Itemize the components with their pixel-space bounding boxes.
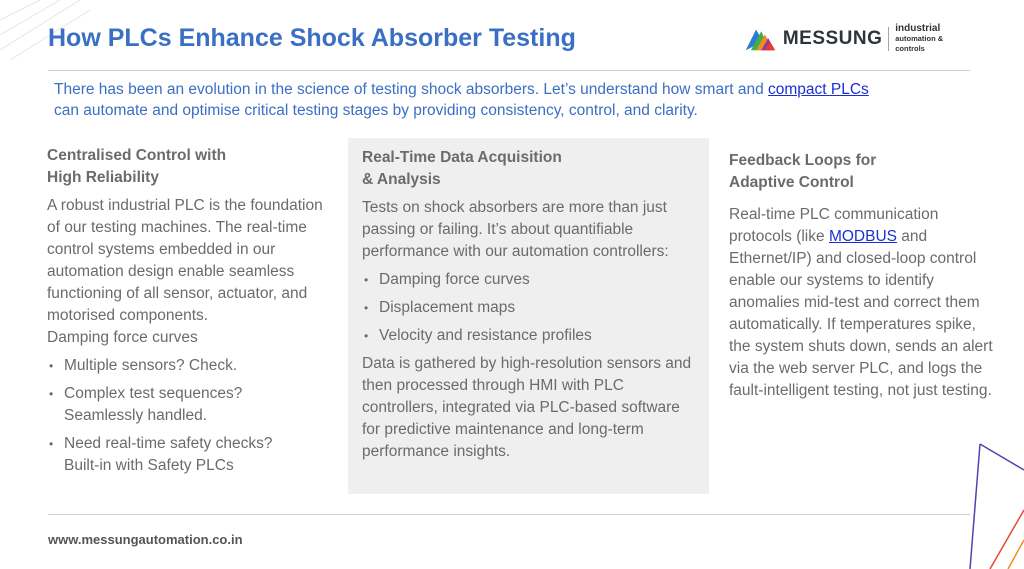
feedback-body-text: Real-time PLC communication protocols (like: [729, 206, 939, 245]
intro-text: There has been an evolution in the science of testing shock absorbers. Let’s understand how smart and: [54, 81, 769, 98]
realtime-closing: Data is gathered by high-resolution sensors and then processed through HMI with PLC controllers, integrated via PLC-based software for predictive maintenance and long-term performance insights.: [362, 355, 692, 460]
bullet-text-continued: Built-in with Safety PLCs: [64, 457, 234, 474]
logo-tagline-line1: industrial: [895, 23, 941, 34]
centralised-body: A robust industrial PLC is the foundation of our testing machines. The real-time control systems embedded in our automation design enable seamless functioning of all sensor, actuator, and motorised components.: [47, 197, 323, 324]
logo-wordmark: MESSUNG: [782, 28, 883, 49]
intro-text-continued: can automate and optimise critical testing stages by providing consistency, control, and clarity.: [54, 102, 698, 119]
centralised-heading-line2: High Reliability: [47, 169, 159, 186]
feedback-heading-line1: Feedback Loops for: [729, 152, 877, 169]
realtime-bullet-list: [362, 269, 702, 347]
messung-logo[interactable]: [744, 22, 964, 56]
realtime-heading-line2: & Analysis: [362, 171, 441, 188]
centralised-subline: Damping force curves: [47, 329, 198, 346]
realtime-heading: [362, 147, 702, 191]
bullet-text-continued: Seamlessly handled.: [64, 407, 208, 424]
feedback-body: [729, 204, 999, 402]
bullet-text: Need real-time safety checks?: [64, 435, 273, 452]
logo-mark-icon: [744, 24, 777, 54]
compact-plcs-link[interactable]: compact PLCs: [768, 81, 869, 98]
feedback-body-text-continued: and Ethernet/IP) and closed-loop control enable our systems to identify anomalies mid-test and correct them automatically. If temperatures spike, the system shuts down, sends an alert via the web server PLC, and logs the fault-intelligent testing, not just testing.: [729, 228, 993, 399]
logo-divider: [888, 27, 889, 51]
footer-divider: [48, 514, 970, 515]
list-item: [47, 383, 337, 427]
feedback-loops-column: [729, 150, 999, 402]
feedback-heading-line2: Adaptive Control: [729, 174, 854, 191]
bullet-text: Complex test sequences?: [64, 385, 243, 402]
list-item: [47, 355, 337, 377]
feedback-heading: [729, 150, 999, 194]
logo-tagline: [895, 24, 964, 54]
corner-accent-decoration: [950, 430, 1024, 569]
list-item: [47, 433, 337, 477]
website-footer: www.messungautomation.co.in: [48, 532, 243, 547]
header-divider: [48, 70, 970, 71]
realtime-data-column: [362, 147, 702, 463]
logo-tagline-line2: automation & controls: [895, 34, 944, 53]
list-item: • Damping force curves: [362, 269, 702, 291]
realtime-heading-line1: Real-Time Data Acquisition: [362, 149, 562, 166]
list-item: • Displacement maps: [362, 297, 702, 319]
centralised-control-column: [47, 145, 337, 477]
centralised-bullet-list: [47, 355, 337, 477]
modbus-link[interactable]: MODBUS: [828, 228, 897, 245]
realtime-body: Tests on shock absorbers are more than just passing or failing. It’s about quantifiable performance with our automation controllers:: [362, 199, 669, 260]
intro-paragraph: [54, 79, 974, 121]
centralised-heading-line1: Centralised Control with: [47, 147, 227, 164]
bullet-text: Multiple sensors? Check.: [64, 357, 238, 374]
page-title: How PLCs Enhance Shock Absorber Testing: [48, 24, 576, 52]
centralised-heading: [47, 145, 337, 189]
list-item: • Velocity and resistance profiles: [362, 325, 702, 347]
